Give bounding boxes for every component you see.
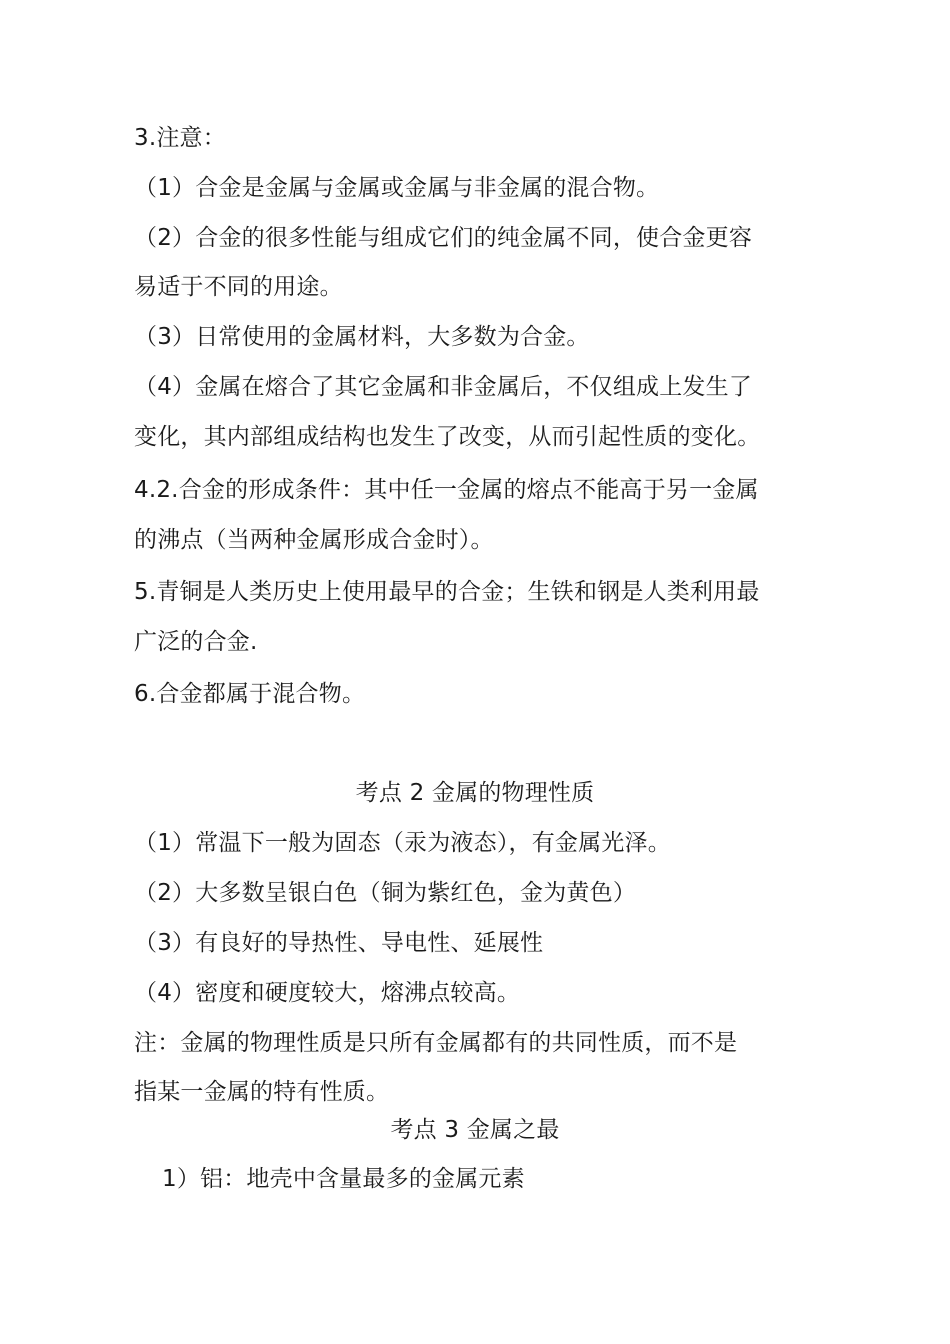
paragraph-line: 6.合金都属于混合物。	[134, 681, 366, 707]
paragraph-line: （3）日常使用的金属材料，大多数为合金。	[134, 324, 590, 350]
paragraph-line: （2）合金的很多性能与组成它们的纯金属不同，使合金更容	[134, 225, 753, 251]
note-line: 指某一金属的特有性质。	[134, 1079, 390, 1105]
section-heading: 3.注意：	[134, 125, 226, 151]
list-item: （1）常温下一般为固态（汞为液态），有金属光泽。	[134, 830, 671, 856]
paragraph-line: 易适于不同的用途。	[134, 274, 343, 300]
paragraph-line: 变化，其内部组成结构也发生了改变，从而引起性质的变化。	[134, 424, 761, 450]
paragraph-line: 4.2.合金的形成条件：其中任一金属的熔点不能高于另一金属	[134, 477, 759, 503]
note-line: 注：金属的物理性质是只所有金属都有的共同性质，而不是	[134, 1030, 738, 1056]
list-item: （4）密度和硬度较大，熔沸点较高。	[134, 980, 521, 1006]
section-title: 考点 3 金属之最	[390, 1117, 560, 1143]
list-item: （2）大多数呈银白色（铜为紫红色，金为黄色）	[134, 880, 637, 906]
list-item: 1）铝：地壳中含量最多的金属元素	[162, 1166, 525, 1192]
paragraph-line: 广泛的合金.	[134, 629, 258, 655]
paragraph-line: 5.青铜是人类历史上使用最早的合金；生铁和钢是人类利用最	[134, 579, 760, 605]
paragraph-line: （1）合金是金属与金属或金属与非金属的混合物。	[134, 175, 660, 201]
paragraph-line: （4）金属在熔合了其它金属和非金属后，不仅组成上发生了	[134, 374, 753, 400]
list-item: （3）有良好的导热性、导电性、延展性	[134, 930, 544, 956]
paragraph-line: 的沸点（当两种金属形成合金时）。	[134, 527, 494, 553]
section-title: 考点 2 金属的物理性质	[355, 780, 595, 806]
